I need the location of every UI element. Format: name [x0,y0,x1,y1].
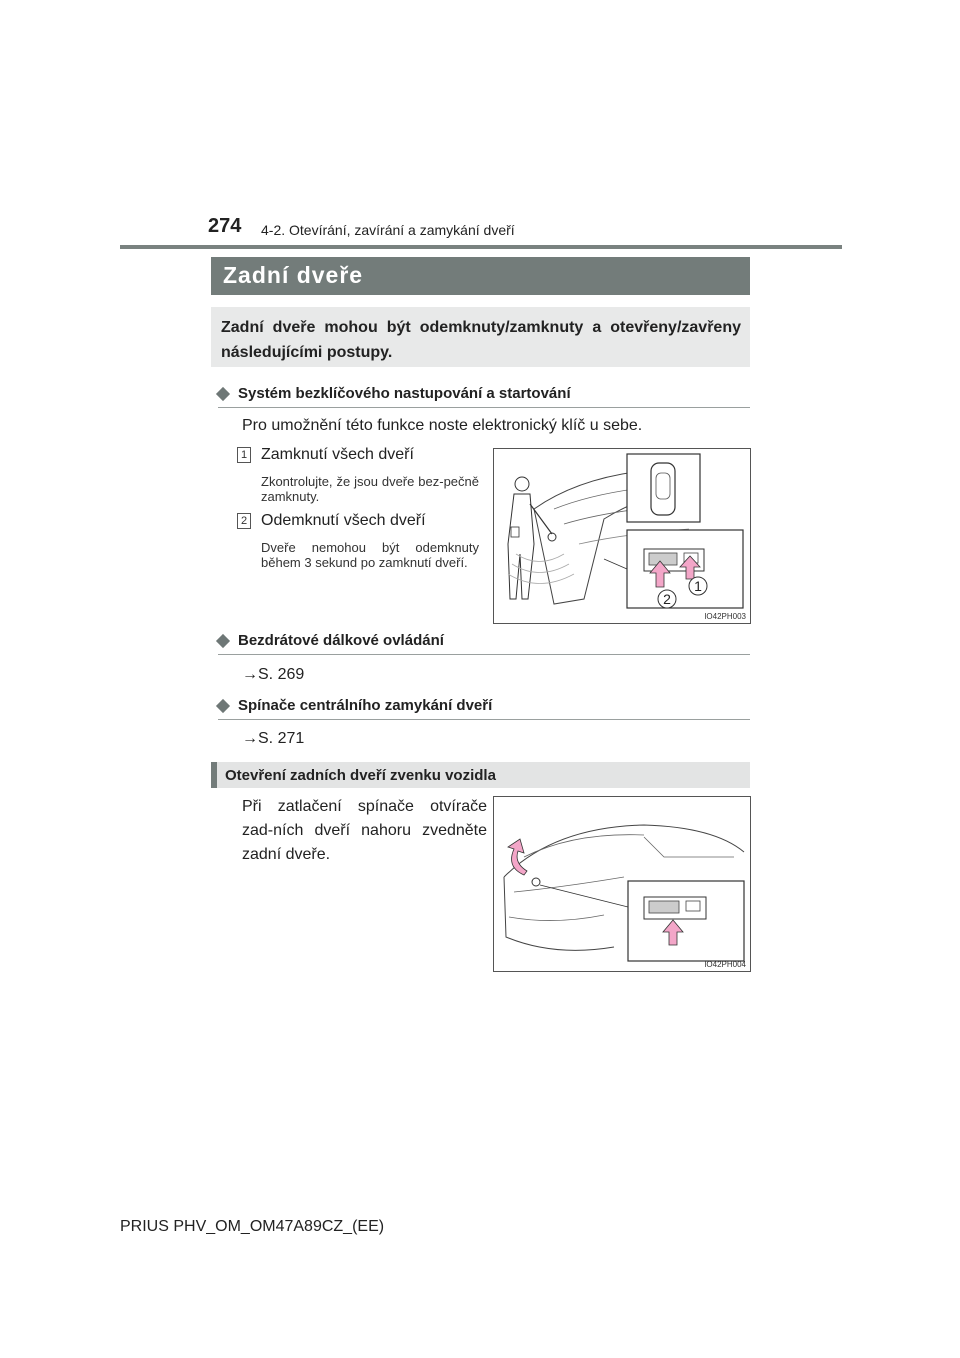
opening-outside-text: Při zatlačení spínače otvírače zad-ních dveří nahoru zvedněte zadní dveře. [242,798,487,863]
rear-car-tailgate-illustration [494,797,750,971]
wireless-remote-ref[interactable] [242,666,304,684]
step-2-note: Dveře nemohou být odemknuty během 3 sekund po zamknutí dveří. [261,540,479,570]
diamond-bullet-icon [216,386,230,400]
step-number-1: 1 [237,447,251,463]
smart-entry-heading-text: Systém bezklíčového nastupování a startování [238,385,571,402]
callout-1: 1 [694,578,702,594]
door-lock-switches-ref[interactable] [242,730,304,748]
intro-text: Zadní dveře mohou být odemknuty/zamknuty a otevřeny/zavřeny následujícími postupy. [221,319,741,361]
door-lock-switches-rule [218,719,750,720]
door-lock-switches-ref-text: S. 271 [258,730,305,747]
smart-key-icon [651,463,675,515]
opening-outside-banner [211,762,750,788]
smart-entry-rule [218,407,750,408]
step-number-2: 2 [237,513,251,529]
banner-accent-bar [211,762,217,788]
arrow-right-icon: → [242,730,258,747]
step-2-label: Odemknutí všech dveří [261,512,426,529]
person-unlocking-car-illustration [494,449,750,623]
footer-model: PRIUS PHV_OM_OM47A89CZ_(EE) [120,1218,385,1235]
section-title: Zadní dveře [223,262,364,288]
door-lock-switches-heading [214,697,492,714]
wireless-remote-rule [218,654,750,655]
figure-code: IO42PH003 [704,612,746,621]
smart-entry-text: Pro umožnění této funkce noste elektronický klíč u sebe. [242,417,643,434]
wireless-remote-heading-text: Bezdrátové dálkové ovládání [238,632,444,649]
chapter-title: 4-2. Otevírání, zavírání a zamykání dveří [261,222,515,238]
wireless-remote-heading [214,632,444,649]
smart-entry-figure [493,448,751,624]
header-divider [120,245,842,249]
section-banner [211,257,750,295]
smart-entry-heading [214,385,571,402]
figure-code: IO42PH004 [704,960,746,969]
door-lock-switches-heading-text: Spínače centrálního zamykání dveří [238,697,493,714]
arrow-right-icon: → [242,666,258,683]
step-1-note: Zkontrolujte, že jsou dveře bez-pečně zamknuty. [261,474,479,504]
opening-outside-heading: Otevření zadních dveří zvenku vozidla [225,767,496,784]
step-1-label: Zamknutí všech dveří [261,446,414,463]
diamond-bullet-icon [216,698,230,712]
callout-2: 2 [663,591,671,607]
diamond-bullet-icon [216,633,230,647]
wireless-remote-ref-text: S. 269 [258,666,305,683]
page-number: 274 [208,215,242,237]
opening-outside-figure [493,796,751,972]
intro-box [211,307,750,367]
